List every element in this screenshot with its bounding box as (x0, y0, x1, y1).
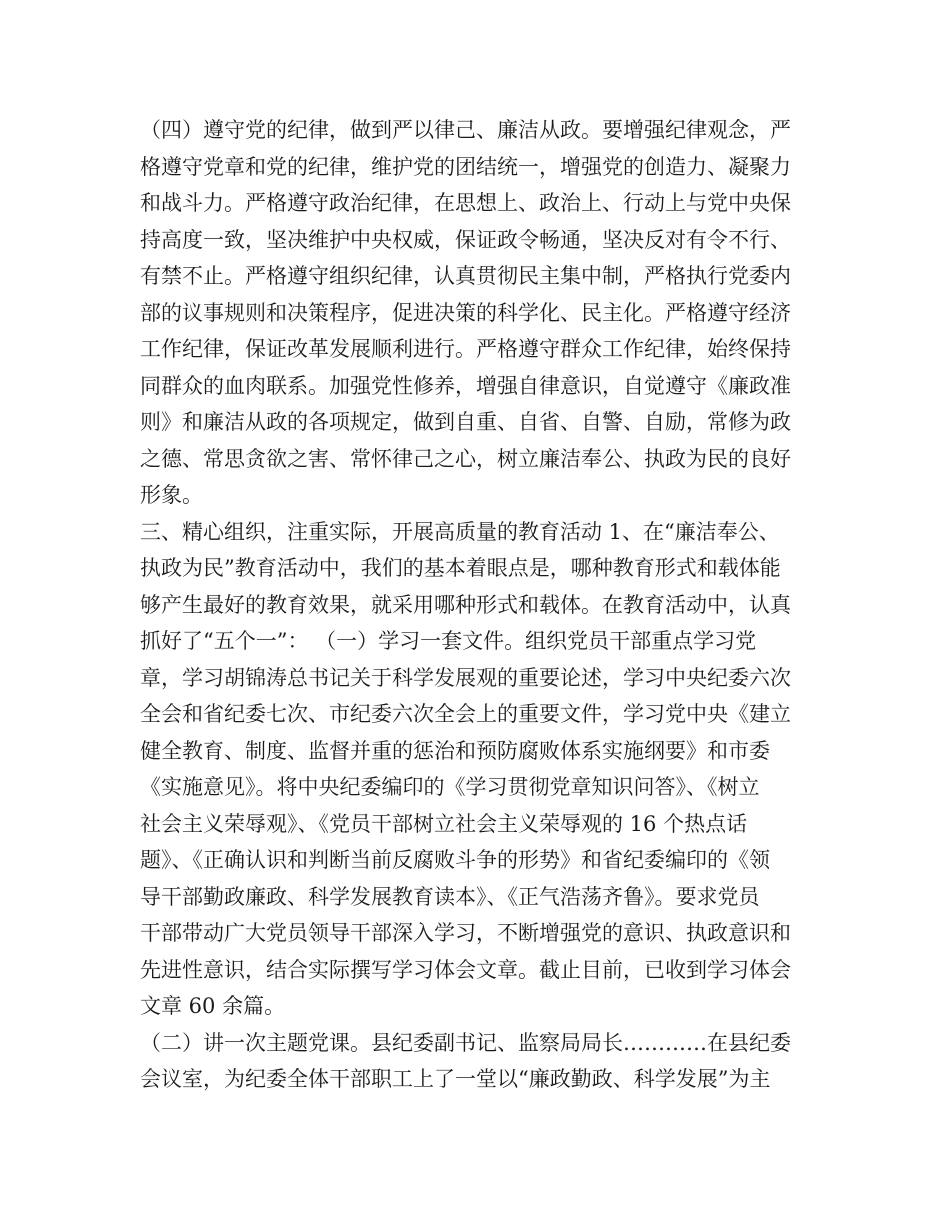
text-line: 形象。 (140, 483, 203, 507)
text-line: （二）讲一次主题党课。县纪委副书记、监察局局长…………在县纪委 (140, 1030, 791, 1055)
text-line: 会议室，为纪委全体干部职工上了一堂以“廉政勤政、科学发展”为主 (140, 1067, 771, 1091)
text-line: 有禁不止。严格遵守组织纪律，认真贯彻民主集中制，严格执行党委内 (140, 264, 791, 288)
text-line: 工作纪律，保证改革发展顺利进行。严格遵守群众工作纪律，始终保持 (140, 337, 791, 361)
text-line: 同群众的血肉联系。加强党性修养，增强自律意识，自觉遵守《廉政准 (140, 373, 791, 398)
text-line: 先进性意识，结合实际撰写学习体会文章。截止目前，已收到学习体会 (140, 957, 791, 982)
text-line: 社会主义荣辱观》、《党员干部树立社会主义荣辱观的 16 个热点话 (140, 811, 748, 836)
text-line: 和战斗力。严格遵守政治纪律，在思想上、政治上、行动上与党中央保 (140, 191, 791, 215)
text-line: 够产生最好的教育效果，就采用哪种形式和载体。在教育活动中，认真 (140, 592, 791, 617)
text-line: 之德、常思贪欲之害、常怀律己之心，树立廉洁奉公、执政为民的良好 (140, 446, 791, 471)
text-line: 抓好了“五个一”： （一）学习一套文件。组织党员干部重点学习党 (140, 629, 757, 653)
text-line: 导干部勤政廉政、科学发展教育读本》、《正气浩荡齐鲁》。要求党员 (140, 884, 760, 909)
text-line: 则》和廉洁从政的各项规定，做到自重、自省、自警、自励，常修为政 (140, 410, 791, 434)
text-line: 章，学习胡锦涛总书记关于科学发展观的重要论述，学习中央纪委六次 (140, 665, 791, 690)
body-text (140, 112, 820, 1098)
text-line: 格遵守党章和党的纪律，维护党的团结统一，增强党的创造力、凝聚力 (140, 154, 791, 179)
text-line: 《实施意见》。将中央纪委编印的《学习贯彻党章知识问答》、《树立 (140, 775, 760, 799)
text-line: 干部带动广大党员领导干部深入学习，不断增强党的意识、执政意识和 (140, 921, 791, 945)
text-line: 执政为民”教育活动中，我们的基本着眼点是，哪种教育形式和载体能 (140, 556, 781, 580)
text-line: 文章 60 余篇。 (140, 994, 286, 1018)
text-line: 三、精心组织，注重实际，开展高质量的教育活动 1、在“廉洁奉公、 (140, 519, 780, 544)
text-line: 全会和省纪委七次、市纪委六次全会上的重要文件，学习党中央《建立 (140, 702, 791, 726)
text-line: 题》、《正确认识和判断当前反腐败斗争的形势》和省纪委编印的《领 (140, 848, 770, 872)
text-line: 健全教育、制度、监督并重的惩治和预防腐败体系实施纲要》和市委 (140, 738, 770, 763)
text-line: （四）遵守党的纪律，做到严以律己、廉洁从政。要增强纪律观念，严 (140, 118, 791, 142)
text-line: 部的议事规则和决策程序，促进决策的科学化、民主化。严格遵守经济 (140, 300, 791, 325)
text-line: 持高度一致，坚决维护中央权威，保证政令畅通，坚决反对有令不行、 (140, 227, 791, 252)
